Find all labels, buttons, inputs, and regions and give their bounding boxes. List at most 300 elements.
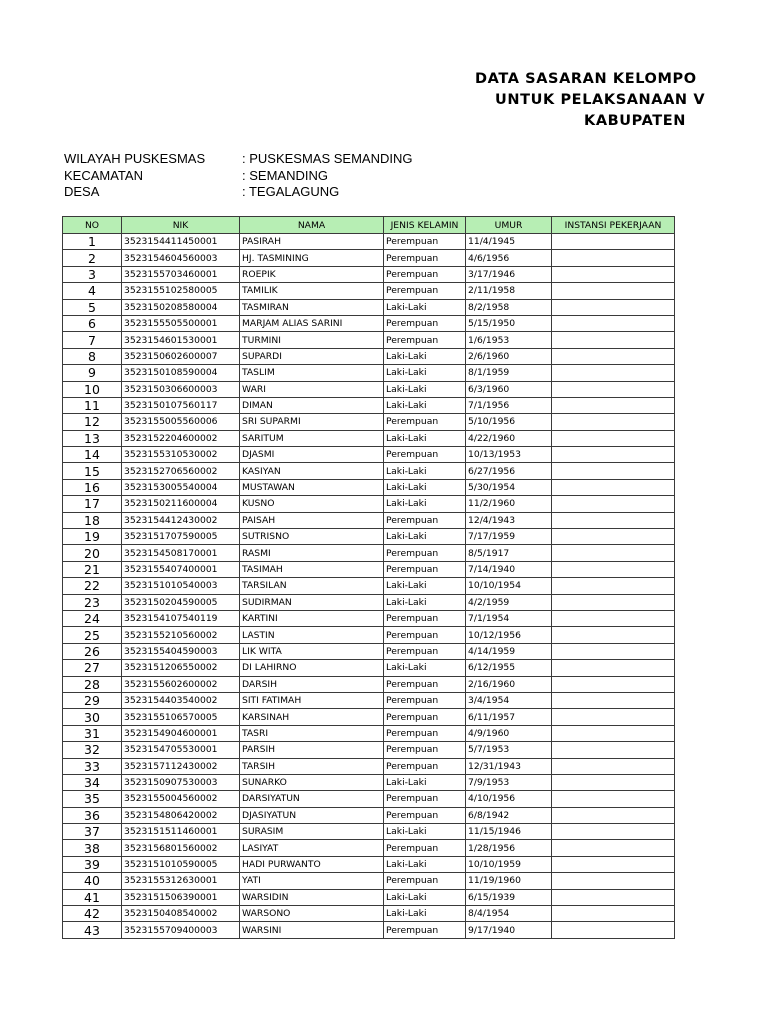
cell-umur: 12/4/1943 xyxy=(466,512,552,528)
header-no: NO xyxy=(63,217,122,234)
header-instansi-pekerjaan: INSTANSI PEKERJAAN xyxy=(552,217,675,234)
cell-instansi-pekerjaan xyxy=(552,725,675,741)
table-row xyxy=(63,791,675,807)
cell-jenis-kelamin: Laki-Laki xyxy=(384,529,466,545)
cell-umur: 5/10/1956 xyxy=(466,414,552,430)
cell-jenis-kelamin: Perempuan xyxy=(384,234,466,250)
cell-nama: DI LAHIRNO xyxy=(240,660,384,676)
cell-nik: 3523154107540119 xyxy=(122,610,240,626)
cell-no: 25 xyxy=(63,627,122,643)
table-row xyxy=(63,824,675,840)
table-header-row xyxy=(63,217,675,234)
cell-jenis-kelamin: Laki-Laki xyxy=(384,299,466,315)
cell-no: 10 xyxy=(63,381,122,397)
table-row xyxy=(63,381,675,397)
cell-nik: 3523154601530001 xyxy=(122,332,240,348)
cell-nik: 3523151010590005 xyxy=(122,856,240,872)
cell-nama: DARSIYATUN xyxy=(240,791,384,807)
table-row xyxy=(63,906,675,922)
cell-umur: 1/28/1956 xyxy=(466,840,552,856)
table-row xyxy=(63,889,675,905)
cell-nik: 3523154604560003 xyxy=(122,250,240,266)
cell-nik: 3523155102580005 xyxy=(122,283,240,299)
cell-jenis-kelamin: Perempuan xyxy=(384,627,466,643)
cell-nama: SUNARKO xyxy=(240,774,384,790)
cell-jenis-kelamin: Perempuan xyxy=(384,676,466,692)
cell-nama: TASMIRAN xyxy=(240,299,384,315)
cell-nama: MARJAM ALIAS SARINI xyxy=(240,315,384,331)
cell-nik: 3523150204590005 xyxy=(122,594,240,610)
cell-umur: 4/10/1956 xyxy=(466,791,552,807)
cell-instansi-pekerjaan xyxy=(552,414,675,430)
cell-umur: 10/10/1954 xyxy=(466,578,552,594)
cell-umur: 6/3/1960 xyxy=(466,381,552,397)
cell-umur: 4/22/1960 xyxy=(466,430,552,446)
table-row xyxy=(63,397,675,413)
cell-umur: 2/16/1960 xyxy=(466,676,552,692)
document-title-block xyxy=(0,0,768,140)
cell-nama: SUPARDI xyxy=(240,348,384,364)
cell-nama: PASIRAH xyxy=(240,234,384,250)
cell-umur: 6/15/1939 xyxy=(466,889,552,905)
cell-umur: 10/12/1956 xyxy=(466,627,552,643)
cell-nama: WARSINI xyxy=(240,922,384,938)
cell-nama: KASIYAN xyxy=(240,463,384,479)
cell-nik: 3523154412430002 xyxy=(122,512,240,528)
cell-jenis-kelamin: Perempuan xyxy=(384,725,466,741)
cell-jenis-kelamin: Perempuan xyxy=(384,414,466,430)
table-row xyxy=(63,627,675,643)
info-label: DESA xyxy=(64,184,100,199)
cell-jenis-kelamin: Perempuan xyxy=(384,266,466,282)
cell-jenis-kelamin: Perempuan xyxy=(384,610,466,626)
cell-nama: TURMINI xyxy=(240,332,384,348)
cell-no: 33 xyxy=(63,758,122,774)
cell-umur: 7/14/1940 xyxy=(466,561,552,577)
cell-instansi-pekerjaan xyxy=(552,906,675,922)
table-row xyxy=(63,676,675,692)
cell-umur: 2/11/1958 xyxy=(466,283,552,299)
cell-nama: WARI xyxy=(240,381,384,397)
cell-jenis-kelamin: Perempuan xyxy=(384,545,466,561)
cell-jenis-kelamin: Laki-Laki xyxy=(384,397,466,413)
cell-nama: SRI SUPARMI xyxy=(240,414,384,430)
cell-nama: TASIMAH xyxy=(240,561,384,577)
cell-instansi-pekerjaan xyxy=(552,348,675,364)
cell-jenis-kelamin: Perempuan xyxy=(384,709,466,725)
cell-umur: 4/2/1959 xyxy=(466,594,552,610)
cell-jenis-kelamin: Laki-Laki xyxy=(384,594,466,610)
cell-nik: 3523150211600004 xyxy=(122,496,240,512)
table-row xyxy=(63,594,675,610)
cell-no: 27 xyxy=(63,660,122,676)
cell-no: 29 xyxy=(63,692,122,708)
cell-no: 5 xyxy=(63,299,122,315)
cell-no: 16 xyxy=(63,479,122,495)
cell-nik: 3523152204600002 xyxy=(122,430,240,446)
cell-instansi-pekerjaan xyxy=(552,692,675,708)
table-row xyxy=(63,234,675,250)
cell-instansi-pekerjaan xyxy=(552,709,675,725)
cell-jenis-kelamin: Perempuan xyxy=(384,791,466,807)
cell-no: 41 xyxy=(63,889,122,905)
cell-nama: DIMAN xyxy=(240,397,384,413)
cell-nama: SARITUM xyxy=(240,430,384,446)
table-row xyxy=(63,479,675,495)
cell-nik: 3523155106570005 xyxy=(122,709,240,725)
table-row xyxy=(63,873,675,889)
cell-nik: 3523152706560002 xyxy=(122,463,240,479)
cell-instansi-pekerjaan xyxy=(552,332,675,348)
cell-nama: TARSILAN xyxy=(240,578,384,594)
cell-nama: SITI FATIMAH xyxy=(240,692,384,708)
cell-nik: 3523155312630001 xyxy=(122,873,240,889)
cell-no: 43 xyxy=(63,922,122,938)
cell-no: 34 xyxy=(63,774,122,790)
cell-instansi-pekerjaan xyxy=(552,299,675,315)
table-row xyxy=(63,545,675,561)
header-jenis-kelamin: JENIS KELAMIN xyxy=(384,217,466,234)
cell-nama: KARTINI xyxy=(240,610,384,626)
table-row xyxy=(63,332,675,348)
cell-instansi-pekerjaan xyxy=(552,365,675,381)
cell-nama: YATI xyxy=(240,873,384,889)
cell-jenis-kelamin: Laki-Laki xyxy=(384,381,466,397)
cell-no: 31 xyxy=(63,725,122,741)
table-body xyxy=(63,234,675,939)
cell-no: 7 xyxy=(63,332,122,348)
cell-umur: 3/17/1946 xyxy=(466,266,552,282)
cell-jenis-kelamin: Perempuan xyxy=(384,807,466,823)
cell-nik: 3523155703460001 xyxy=(122,266,240,282)
cell-no: 21 xyxy=(63,561,122,577)
cell-nama: SURASIM xyxy=(240,824,384,840)
cell-umur: 12/31/1943 xyxy=(466,758,552,774)
cell-instansi-pekerjaan xyxy=(552,430,675,446)
table-row xyxy=(63,660,675,676)
cell-jenis-kelamin: Laki-Laki xyxy=(384,430,466,446)
cell-umur: 10/13/1953 xyxy=(466,447,552,463)
cell-no: 32 xyxy=(63,742,122,758)
cell-nama: LASIYAT xyxy=(240,840,384,856)
cell-jenis-kelamin: Laki-Laki xyxy=(384,856,466,872)
cell-no: 22 xyxy=(63,578,122,594)
cell-instansi-pekerjaan xyxy=(552,578,675,594)
cell-umur: 7/17/1959 xyxy=(466,529,552,545)
cell-nik: 3523150107560117 xyxy=(122,397,240,413)
table-row xyxy=(63,643,675,659)
table-row xyxy=(63,578,675,594)
cell-jenis-kelamin: Laki-Laki xyxy=(384,889,466,905)
table-row xyxy=(63,758,675,774)
table-row xyxy=(63,561,675,577)
cell-no: 36 xyxy=(63,807,122,823)
table-row xyxy=(63,610,675,626)
cell-jenis-kelamin: Laki-Laki xyxy=(384,348,466,364)
cell-umur: 4/9/1960 xyxy=(466,725,552,741)
cell-nik: 3523155602600002 xyxy=(122,676,240,692)
cell-umur: 2/6/1960 xyxy=(466,348,552,364)
cell-instansi-pekerjaan xyxy=(552,381,675,397)
cell-no: 1 xyxy=(63,234,122,250)
cell-no: 39 xyxy=(63,856,122,872)
cell-umur: 5/15/1950 xyxy=(466,315,552,331)
cell-jenis-kelamin: Laki-Laki xyxy=(384,365,466,381)
cell-instansi-pekerjaan xyxy=(552,283,675,299)
cell-instansi-pekerjaan xyxy=(552,397,675,413)
table-row xyxy=(63,840,675,856)
cell-jenis-kelamin: Perempuan xyxy=(384,873,466,889)
cell-no: 4 xyxy=(63,283,122,299)
cell-no: 20 xyxy=(63,545,122,561)
cell-instansi-pekerjaan xyxy=(552,447,675,463)
cell-no: 3 xyxy=(63,266,122,282)
cell-nik: 3523151511460001 xyxy=(122,824,240,840)
cell-no: 37 xyxy=(63,824,122,840)
table-row xyxy=(63,496,675,512)
cell-nama: DJASMI xyxy=(240,447,384,463)
cell-instansi-pekerjaan xyxy=(552,594,675,610)
cell-umur: 8/4/1954 xyxy=(466,906,552,922)
cell-instansi-pekerjaan xyxy=(552,840,675,856)
cell-no: 35 xyxy=(63,791,122,807)
cell-umur: 11/15/1946 xyxy=(466,824,552,840)
cell-umur: 5/7/1953 xyxy=(466,742,552,758)
cell-no: 17 xyxy=(63,496,122,512)
cell-instansi-pekerjaan xyxy=(552,529,675,545)
cell-nik: 3523155210560002 xyxy=(122,627,240,643)
cell-umur: 11/19/1960 xyxy=(466,873,552,889)
cell-umur: 10/10/1959 xyxy=(466,856,552,872)
cell-nama: KUSNO xyxy=(240,496,384,512)
cell-jenis-kelamin: Perempuan xyxy=(384,840,466,856)
cell-nama: LIK WITA xyxy=(240,643,384,659)
table-row xyxy=(63,250,675,266)
cell-no: 24 xyxy=(63,610,122,626)
cell-no: 18 xyxy=(63,512,122,528)
cell-nama: WARSIDIN xyxy=(240,889,384,905)
cell-nik: 3523156801560002 xyxy=(122,840,240,856)
cell-instansi-pekerjaan xyxy=(552,873,675,889)
cell-nama: ROEPIK xyxy=(240,266,384,282)
cell-nama: DARSIH xyxy=(240,676,384,692)
cell-jenis-kelamin: Perempuan xyxy=(384,561,466,577)
cell-nik: 3523150408540002 xyxy=(122,906,240,922)
table-row xyxy=(63,856,675,872)
cell-instansi-pekerjaan xyxy=(552,610,675,626)
cell-instansi-pekerjaan xyxy=(552,315,675,331)
cell-no: 30 xyxy=(63,709,122,725)
cell-instansi-pekerjaan xyxy=(552,807,675,823)
cell-umur: 8/2/1958 xyxy=(466,299,552,315)
cell-nama: MUSTAWAN xyxy=(240,479,384,495)
cell-nik: 3523154508170001 xyxy=(122,545,240,561)
cell-jenis-kelamin: Perempuan xyxy=(384,315,466,331)
cell-instansi-pekerjaan xyxy=(552,856,675,872)
cell-instansi-pekerjaan xyxy=(552,463,675,479)
cell-jenis-kelamin: Laki-Laki xyxy=(384,463,466,479)
table-row xyxy=(63,725,675,741)
table-row xyxy=(63,512,675,528)
cell-nik: 3523151506390001 xyxy=(122,889,240,905)
cell-umur: 7/1/1956 xyxy=(466,397,552,413)
table-row xyxy=(63,922,675,938)
cell-jenis-kelamin: Perempuan xyxy=(384,643,466,659)
cell-jenis-kelamin: Perempuan xyxy=(384,332,466,348)
cell-no: 28 xyxy=(63,676,122,692)
cell-umur: 3/4/1954 xyxy=(466,692,552,708)
cell-umur: 6/8/1942 xyxy=(466,807,552,823)
cell-nama: WARSONO xyxy=(240,906,384,922)
cell-umur: 1/6/1953 xyxy=(466,332,552,348)
cell-nama: TASRI xyxy=(240,725,384,741)
cell-nik: 3523150602600007 xyxy=(122,348,240,364)
cell-no: 2 xyxy=(63,250,122,266)
cell-instansi-pekerjaan xyxy=(552,922,675,938)
cell-nik: 3523151206550002 xyxy=(122,660,240,676)
cell-no: 6 xyxy=(63,315,122,331)
cell-jenis-kelamin: Laki-Laki xyxy=(384,824,466,840)
cell-nik: 3523154705530001 xyxy=(122,742,240,758)
table-row xyxy=(63,447,675,463)
cell-instansi-pekerjaan xyxy=(552,660,675,676)
cell-nama: HJ. TASMINING xyxy=(240,250,384,266)
cell-no: 40 xyxy=(63,873,122,889)
cell-nik: 3523151707590005 xyxy=(122,529,240,545)
cell-nama: DJASIYATUN xyxy=(240,807,384,823)
info-value: : SEMANDING xyxy=(242,167,328,183)
cell-umur: 7/1/1954 xyxy=(466,610,552,626)
cell-nik: 3523151010540003 xyxy=(122,578,240,594)
cell-no: 8 xyxy=(63,348,122,364)
cell-nama: KARSINAH xyxy=(240,709,384,725)
table-row xyxy=(63,807,675,823)
cell-nik: 3523154411450001 xyxy=(122,234,240,250)
header-nik: NIK xyxy=(122,217,240,234)
cell-jenis-kelamin: Perempuan xyxy=(384,447,466,463)
table-row xyxy=(63,266,675,282)
cell-nik: 3523154806420002 xyxy=(122,807,240,823)
cell-instansi-pekerjaan xyxy=(552,791,675,807)
table-row xyxy=(63,692,675,708)
table-row xyxy=(63,774,675,790)
cell-instansi-pekerjaan xyxy=(552,512,675,528)
title-line-3: KABUPATEN xyxy=(584,113,687,129)
title-line-2: UNTUK PELAKSANAAN V xyxy=(495,92,706,108)
cell-instansi-pekerjaan xyxy=(552,545,675,561)
cell-instansi-pekerjaan xyxy=(552,627,675,643)
cell-no: 13 xyxy=(63,430,122,446)
cell-umur: 4/14/1959 xyxy=(466,643,552,659)
cell-no: 19 xyxy=(63,529,122,545)
table-row xyxy=(63,430,675,446)
cell-no: 42 xyxy=(63,906,122,922)
cell-umur: 6/12/1955 xyxy=(466,660,552,676)
table-row xyxy=(63,365,675,381)
info-value: : PUSKESMAS SEMANDING xyxy=(242,151,413,166)
cell-nik: 3523154904600001 xyxy=(122,725,240,741)
cell-nik: 3523155505500001 xyxy=(122,315,240,331)
cell-jenis-kelamin: Laki-Laki xyxy=(384,479,466,495)
table-row xyxy=(63,348,675,364)
cell-instansi-pekerjaan xyxy=(552,266,675,282)
cell-no: 9 xyxy=(63,365,122,381)
cell-instansi-pekerjaan xyxy=(552,824,675,840)
cell-instansi-pekerjaan xyxy=(552,479,675,495)
cell-nama: SUTRISNO xyxy=(240,529,384,545)
cell-jenis-kelamin: Laki-Laki xyxy=(384,578,466,594)
table-row xyxy=(63,283,675,299)
cell-nama: HADI PURWANTO xyxy=(240,856,384,872)
cell-instansi-pekerjaan xyxy=(552,758,675,774)
cell-instansi-pekerjaan xyxy=(552,676,675,692)
cell-no: 38 xyxy=(63,840,122,856)
cell-nik: 3523155407400001 xyxy=(122,561,240,577)
cell-umur: 5/30/1954 xyxy=(466,479,552,495)
cell-nama: LASTIN xyxy=(240,627,384,643)
cell-nik: 3523150306600003 xyxy=(122,381,240,397)
cell-nama: SUDIRMAN xyxy=(240,594,384,610)
cell-instansi-pekerjaan xyxy=(552,561,675,577)
table-row xyxy=(63,414,675,430)
cell-no: 14 xyxy=(63,447,122,463)
cell-instansi-pekerjaan xyxy=(552,496,675,512)
cell-nik: 3523150208580004 xyxy=(122,299,240,315)
cell-jenis-kelamin: Laki-Laki xyxy=(384,906,466,922)
cell-jenis-kelamin: Perempuan xyxy=(384,283,466,299)
cell-nik: 3523150108590004 xyxy=(122,365,240,381)
cell-umur: 8/1/1959 xyxy=(466,365,552,381)
cell-no: 12 xyxy=(63,414,122,430)
cell-jenis-kelamin: Laki-Laki xyxy=(384,660,466,676)
cell-umur: 8/5/1917 xyxy=(466,545,552,561)
cell-nik: 3523157112430002 xyxy=(122,758,240,774)
cell-nik: 3523155005560006 xyxy=(122,414,240,430)
cell-nama: PAISAH xyxy=(240,512,384,528)
title-line-1: DATA SASARAN KELOMPO xyxy=(475,71,697,87)
cell-jenis-kelamin: Perempuan xyxy=(384,922,466,938)
cell-nik: 3523155310530002 xyxy=(122,447,240,463)
cell-nama: TASLIM xyxy=(240,365,384,381)
cell-nik: 3523150907530003 xyxy=(122,774,240,790)
cell-jenis-kelamin: Perempuan xyxy=(384,692,466,708)
cell-jenis-kelamin: Laki-Laki xyxy=(384,774,466,790)
header-nama: NAMA xyxy=(240,217,384,234)
cell-nama: RASMI xyxy=(240,545,384,561)
data-table xyxy=(62,216,675,939)
cell-jenis-kelamin: Perempuan xyxy=(384,758,466,774)
table-row xyxy=(63,463,675,479)
cell-nik: 3523155004560002 xyxy=(122,791,240,807)
cell-no: 15 xyxy=(63,463,122,479)
cell-instansi-pekerjaan xyxy=(552,889,675,905)
cell-nik: 3523154403540002 xyxy=(122,692,240,708)
table-row xyxy=(63,742,675,758)
cell-umur: 11/4/1945 xyxy=(466,234,552,250)
cell-instansi-pekerjaan xyxy=(552,234,675,250)
cell-umur: 4/6/1956 xyxy=(466,250,552,266)
cell-nama: TARSIH xyxy=(240,758,384,774)
info-label: WILAYAH PUSKESMAS xyxy=(64,151,206,166)
cell-no: 26 xyxy=(63,643,122,659)
cell-no: 23 xyxy=(63,594,122,610)
cell-nama: TAMILIK xyxy=(240,283,384,299)
cell-nik: 3523155709400003 xyxy=(122,922,240,938)
cell-umur: 6/27/1956 xyxy=(466,463,552,479)
cell-umur: 11/2/1960 xyxy=(466,496,552,512)
cell-instansi-pekerjaan xyxy=(552,250,675,266)
cell-jenis-kelamin: Perempuan xyxy=(384,742,466,758)
